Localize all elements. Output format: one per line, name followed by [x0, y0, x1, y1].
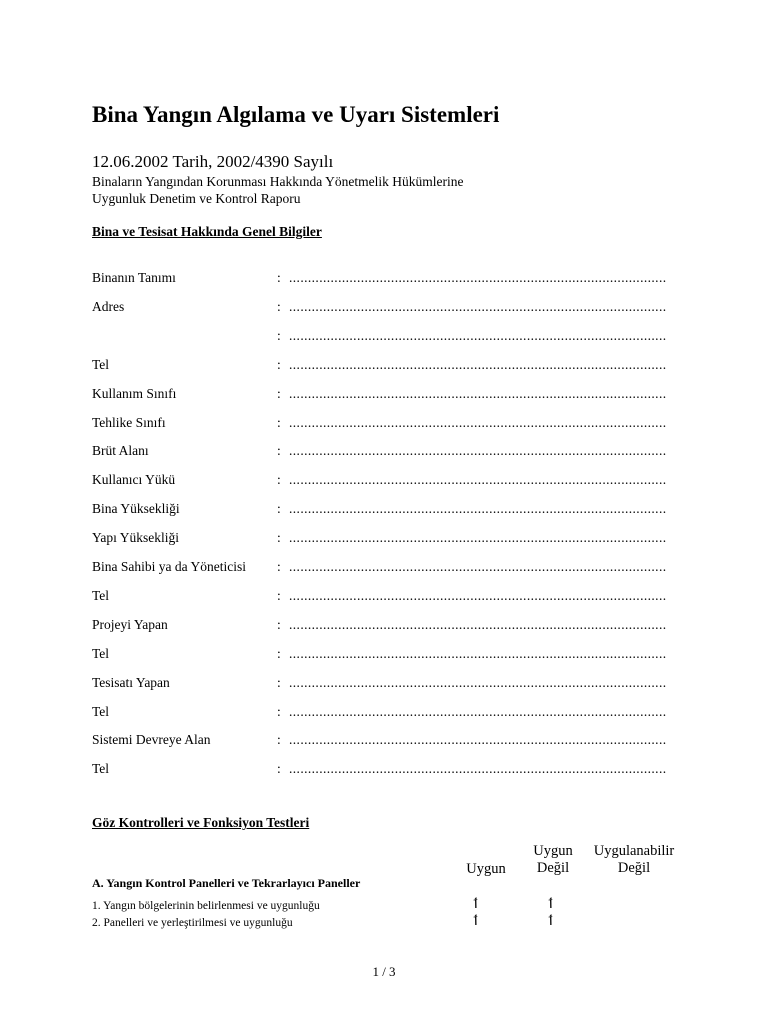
column-header-uygun: Uygun [466, 861, 506, 877]
field-fill-line[interactable]: .................................................................................................... [289, 328, 667, 343]
field-row [92, 704, 692, 724]
field-label: Sistemi Devreye Alan [92, 732, 211, 747]
field-fill-line[interactable]: .................................................................................................... [289, 559, 667, 574]
field-row [92, 328, 692, 348]
field-colon: : [277, 588, 281, 603]
field-fill-line[interactable]: .................................................................................................... [289, 617, 667, 632]
check-row [92, 913, 692, 933]
field-fill-line[interactable]: .................................................................................................... [289, 415, 667, 430]
check-item-label: 2. Panelleri ve yerleştirilmesi ve uygunluğu [92, 917, 293, 929]
check-row [92, 896, 692, 916]
field-row [92, 299, 692, 319]
field-fill-line[interactable]: .................................................................................................... [289, 501, 667, 516]
field-label: Tel [92, 761, 110, 776]
inspection-heading: Göz Kontrolleri ve Fonksiyon Testleri [92, 815, 310, 830]
field-row [92, 357, 692, 377]
checkbox-uygun[interactable]: ٲ [472, 913, 480, 928]
field-fill-line[interactable]: .................................................................................................... [289, 761, 667, 776]
field-row [92, 472, 692, 492]
column-header-uygun-degil-line2: Değil [536, 860, 570, 876]
document-title: Bina Yangın Algılama ve Uyarı Sistemleri [92, 102, 500, 127]
field-label: Tel [92, 588, 110, 603]
field-fill-line[interactable]: .................................................................................................... [289, 443, 667, 458]
field-fill-line[interactable]: .................................................................................................... [289, 646, 667, 661]
field-row [92, 415, 692, 435]
page-number: 1 / 3 [372, 964, 396, 979]
field-fill-line[interactable]: .................................................................................................... [289, 704, 667, 719]
column-header-uygulanabilir-degil-line1: Uygulanabilir [593, 843, 675, 859]
field-row [92, 443, 692, 463]
field-row [92, 501, 692, 521]
field-row [92, 270, 692, 290]
field-colon: : [277, 270, 281, 285]
field-fill-line[interactable]: .................................................................................................... [289, 472, 667, 487]
field-row [92, 588, 692, 608]
field-fill-line[interactable]: .................................................................................................... [289, 357, 667, 372]
field-row [92, 761, 692, 781]
field-fill-line[interactable]: .................................................................................................... [289, 675, 667, 690]
field-fill-line[interactable]: .................................................................................................... [289, 588, 667, 603]
field-fill-line[interactable]: .................................................................................................... [289, 530, 667, 545]
field-colon: : [277, 761, 281, 776]
general-info-heading: Bina ve Tesisat Hakkında Genel Bilgiler [92, 224, 322, 239]
field-colon: : [277, 675, 281, 690]
field-colon: : [277, 617, 281, 632]
field-label: Kullanım Sınıfı [92, 386, 177, 401]
subtitle-line-2: Uygunluk Denetim ve Kontrol Raporu [92, 191, 301, 206]
subtitle-line-1: Binaların Yangından Korunması Hakkında Yönetmelik Hükümlerine [92, 174, 464, 189]
field-colon: : [277, 559, 281, 574]
field-label: Binanın Tanımı [92, 270, 176, 285]
field-row [92, 559, 692, 579]
field-label: Bina Sahibi ya da Yöneticisi [92, 559, 246, 574]
field-row [92, 386, 692, 406]
field-colon: : [277, 357, 281, 372]
field-colon: : [277, 472, 281, 487]
field-row [92, 675, 692, 695]
field-label: Tel [92, 357, 110, 372]
field-row [92, 617, 692, 637]
checkbox-uygun-degil[interactable]: ٲ [547, 896, 555, 911]
column-header-uygulanabilir-degil-line2: Değil [617, 860, 651, 876]
check-item-label: 1. Yangın bölgelerinin belirlenmesi ve uygunluğu [92, 900, 320, 912]
field-label: Tesisatı Yapan [92, 675, 170, 690]
field-row [92, 732, 692, 752]
field-row [92, 530, 692, 550]
group-a-heading: A. Yangın Kontrol Panelleri ve Tekrarlayıcı Paneller [92, 876, 361, 890]
field-colon: : [277, 443, 281, 458]
field-label: Brüt Alanı [92, 443, 149, 458]
field-colon: : [277, 386, 281, 401]
field-label: Bina Yüksekliği [92, 501, 180, 516]
field-colon: : [277, 501, 281, 516]
field-fill-line[interactable]: .................................................................................................... [289, 299, 667, 314]
field-fill-line[interactable]: .................................................................................................... [289, 386, 667, 401]
field-label: Tel [92, 704, 110, 719]
field-colon: : [277, 299, 281, 314]
document-subtitle: 12.06.2002 Tarih, 2002/4390 Sayılı [92, 152, 334, 171]
field-colon: : [277, 530, 281, 545]
field-colon: : [277, 704, 281, 719]
field-label: Projeyi Yapan [92, 617, 168, 632]
column-header-uygun-degil [522, 843, 584, 877]
field-fill-line[interactable]: .................................................................................................... [289, 270, 667, 285]
field-label: Yapı Yüksekliği [92, 530, 180, 545]
column-header-uygulanabilir-degil [584, 843, 684, 877]
column-header-uygun-degil-line1: Uygun [533, 843, 573, 859]
field-colon: : [277, 646, 281, 661]
field-colon: : [277, 328, 281, 343]
field-label: Kullanıcı Yükü [92, 472, 176, 487]
field-label: Tehlike Sınıfı [92, 415, 166, 430]
field-fill-line[interactable]: .................................................................................................... [289, 732, 667, 747]
field-colon: : [277, 732, 281, 747]
checkbox-uygun[interactable]: ٲ [472, 896, 480, 911]
checkbox-uygun-degil[interactable]: ٲ [547, 913, 555, 928]
field-colon: : [277, 415, 281, 430]
field-label: Adres [92, 299, 125, 314]
field-row [92, 646, 692, 666]
field-label: Tel [92, 646, 110, 661]
